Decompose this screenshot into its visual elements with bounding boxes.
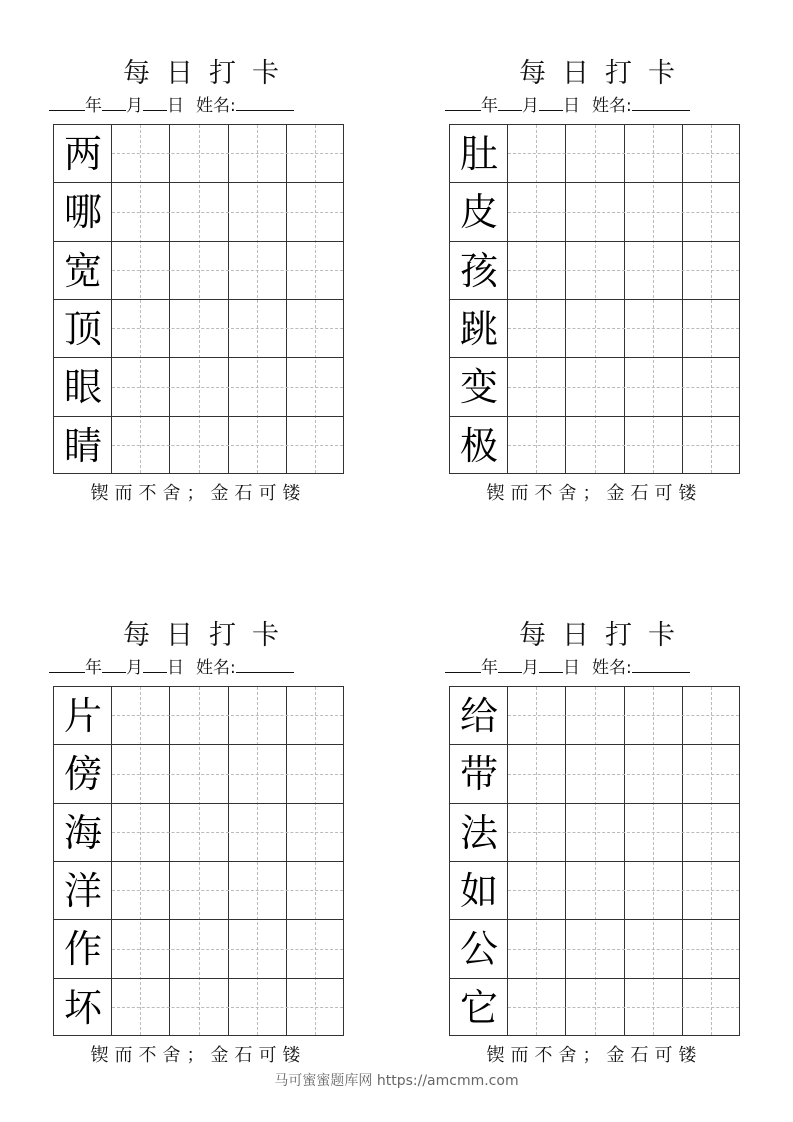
practice-cell[interactable] (287, 300, 345, 358)
practice-cell[interactable] (683, 183, 741, 241)
day-label: 日 (563, 96, 580, 116)
practice-cell[interactable] (287, 804, 345, 862)
practice-cell[interactable] (170, 979, 228, 1037)
practice-cell[interactable] (683, 300, 741, 358)
name-blank[interactable] (632, 656, 690, 673)
practice-cell[interactable] (229, 804, 287, 862)
card-title: 每日打卡 (519, 620, 691, 651)
practice-cell[interactable] (229, 125, 287, 183)
month-blank[interactable] (102, 94, 126, 111)
practice-cell[interactable] (508, 804, 566, 862)
model-character: 带 (459, 752, 498, 797)
practice-cell[interactable] (683, 417, 741, 475)
practice-cell[interactable] (170, 358, 228, 416)
motto: 锲而不舍；金石可镂 (90, 483, 307, 504)
practice-cell[interactable] (566, 125, 624, 183)
motto: 锲而不舍；金石可镂 (486, 1045, 703, 1066)
practice-cell[interactable] (170, 862, 228, 920)
practice-cell[interactable] (170, 920, 228, 978)
practice-cell[interactable] (287, 687, 345, 745)
model-character: 哪 (63, 190, 102, 235)
practice-cell[interactable] (508, 979, 566, 1037)
practice-cell[interactable] (508, 417, 566, 475)
month-blank[interactable] (498, 656, 522, 673)
month-blank[interactable] (498, 94, 522, 111)
practice-cell[interactable] (229, 417, 287, 475)
practice-cell[interactable] (287, 242, 345, 300)
practice-cell[interactable] (625, 300, 683, 358)
name-blank[interactable] (632, 94, 690, 111)
date-name-line (445, 656, 735, 679)
practice-cell[interactable] (112, 745, 170, 803)
name-blank[interactable] (236, 94, 294, 111)
model-character: 傍 (63, 752, 102, 797)
model-character: 极 (459, 423, 498, 468)
model-character: 公 (459, 927, 498, 972)
practice-cell[interactable] (229, 745, 287, 803)
model-character: 给 (459, 694, 498, 738)
practice-cell[interactable] (625, 183, 683, 241)
practice-cell[interactable] (229, 687, 287, 745)
day-blank[interactable] (539, 94, 563, 111)
practice-cell[interactable] (112, 920, 170, 978)
practice-cell[interactable] (566, 242, 624, 300)
practice-cell[interactable] (625, 687, 683, 745)
year-blank[interactable] (445, 94, 481, 111)
practice-cell[interactable] (229, 242, 287, 300)
month-label: 月 (522, 658, 539, 678)
card-title: 每日打卡 (123, 58, 295, 89)
model-character: 片 (63, 694, 102, 738)
day-label: 日 (563, 658, 580, 678)
practice-cell[interactable] (170, 687, 228, 745)
day-blank[interactable] (143, 656, 167, 673)
practice-cell[interactable] (566, 687, 624, 745)
practice-cell[interactable] (112, 125, 170, 183)
name-label: 姓名: (592, 96, 632, 116)
practice-cell[interactable] (566, 300, 624, 358)
practice-cell[interactable] (566, 358, 624, 416)
practice-cell[interactable] (625, 358, 683, 416)
day-blank[interactable] (143, 94, 167, 111)
practice-cell[interactable] (112, 358, 170, 416)
model-character: 坏 (63, 985, 102, 1030)
practice-cell[interactable] (508, 125, 566, 183)
model-character: 它 (459, 985, 498, 1030)
model-character: 法 (459, 810, 498, 855)
practice-cell[interactable] (566, 745, 624, 803)
practice-cell[interactable] (566, 804, 624, 862)
model-character: 睛 (63, 423, 102, 468)
name-label: 姓名: (592, 658, 632, 678)
model-character: 皮 (459, 190, 498, 235)
practice-cell[interactable] (229, 920, 287, 978)
name-label: 姓名: (196, 96, 236, 116)
practice-cell[interactable] (112, 300, 170, 358)
practice-cell[interactable] (287, 920, 345, 978)
model-character: 孩 (459, 248, 498, 293)
card-title: 每日打卡 (123, 620, 295, 651)
practice-cell[interactable] (508, 745, 566, 803)
model-character: 宽 (63, 248, 102, 293)
model-character: 跳 (459, 307, 498, 351)
practice-cell[interactable] (683, 745, 741, 803)
practice-cell[interactable] (170, 183, 228, 241)
practice-cell[interactable] (508, 358, 566, 416)
practice-cell[interactable] (566, 920, 624, 978)
practice-cell[interactable] (683, 687, 741, 745)
practice-cell[interactable] (112, 804, 170, 862)
practice-cell[interactable] (287, 183, 345, 241)
practice-cell[interactable] (170, 417, 228, 475)
month-blank[interactable] (102, 656, 126, 673)
year-label: 年 (481, 658, 498, 678)
practice-cell[interactable] (112, 417, 170, 475)
practice-cell[interactable] (170, 242, 228, 300)
date-name-line (49, 94, 339, 117)
model-character: 肚 (459, 132, 498, 176)
practice-cell[interactable] (625, 862, 683, 920)
practice-cell[interactable] (170, 125, 228, 183)
practice-cell[interactable] (683, 862, 741, 920)
practice-grid (53, 686, 344, 1036)
date-name-line (445, 94, 735, 117)
model-character: 两 (63, 132, 102, 176)
practice-cell[interactable] (508, 862, 566, 920)
day-label: 日 (167, 96, 184, 116)
year-label: 年 (481, 96, 498, 116)
practice-grid (53, 124, 344, 474)
practice-cell[interactable] (112, 687, 170, 745)
practice-cell[interactable] (625, 745, 683, 803)
model-character: 顶 (63, 307, 102, 351)
practice-cell[interactable] (170, 300, 228, 358)
practice-cell[interactable] (683, 920, 741, 978)
practice-cell[interactable] (287, 358, 345, 416)
model-character: 海 (63, 810, 102, 855)
practice-cell[interactable] (112, 242, 170, 300)
practice-cell[interactable] (287, 745, 345, 803)
practice-cell[interactable] (566, 417, 624, 475)
practice-cell[interactable] (625, 417, 683, 475)
date-name-line (49, 656, 339, 679)
practice-cell[interactable] (287, 862, 345, 920)
practice-cell[interactable] (625, 804, 683, 862)
model-character: 变 (459, 365, 498, 410)
practice-cell[interactable] (229, 979, 287, 1037)
practice-grid (449, 124, 740, 474)
name-blank[interactable] (236, 656, 294, 673)
model-character: 洋 (63, 869, 102, 913)
practice-cell[interactable] (112, 183, 170, 241)
practice-cell[interactable] (683, 358, 741, 416)
practice-cell[interactable] (287, 417, 345, 475)
year-blank[interactable] (445, 656, 481, 673)
practice-cell[interactable] (508, 183, 566, 241)
practice-cell[interactable] (170, 804, 228, 862)
card-title: 每日打卡 (519, 58, 691, 89)
day-label: 日 (167, 658, 184, 678)
model-character: 如 (459, 869, 498, 913)
model-character: 眼 (63, 365, 102, 410)
practice-cell[interactable] (566, 862, 624, 920)
motto: 锲而不舍；金石可镂 (486, 483, 703, 504)
practice-cell[interactable] (508, 920, 566, 978)
practice-cell[interactable] (683, 804, 741, 862)
motto: 锲而不舍；金石可镂 (90, 1045, 307, 1066)
model-character: 作 (63, 927, 102, 972)
practice-cell[interactable] (683, 242, 741, 300)
year-label: 年 (85, 658, 102, 678)
practice-cell[interactable] (566, 183, 624, 241)
practice-cell[interactable] (683, 125, 741, 183)
practice-cell[interactable] (625, 920, 683, 978)
practice-cell[interactable] (625, 979, 683, 1037)
practice-cell[interactable] (229, 358, 287, 416)
practice-cell[interactable] (566, 979, 624, 1037)
year-blank[interactable] (49, 94, 85, 111)
practice-cell[interactable] (287, 125, 345, 183)
year-blank[interactable] (49, 656, 85, 673)
practice-cell[interactable] (229, 862, 287, 920)
practice-cell[interactable] (229, 300, 287, 358)
practice-cell[interactable] (508, 242, 566, 300)
practice-cell[interactable] (112, 979, 170, 1037)
practice-grid (449, 686, 740, 1036)
practice-cell[interactable] (170, 745, 228, 803)
month-label: 月 (126, 658, 143, 678)
practice-cell[interactable] (229, 183, 287, 241)
practice-cell[interactable] (287, 979, 345, 1037)
page-footer: 马可蜜蜜题库网 https://amcmm.com (274, 1073, 519, 1089)
practice-cell[interactable] (112, 862, 170, 920)
practice-cell[interactable] (508, 300, 566, 358)
month-label: 月 (522, 96, 539, 116)
practice-cell[interactable] (508, 687, 566, 745)
name-label: 姓名: (196, 658, 236, 678)
practice-cell[interactable] (625, 242, 683, 300)
year-label: 年 (85, 96, 102, 116)
practice-cell[interactable] (683, 979, 741, 1037)
month-label: 月 (126, 96, 143, 116)
day-blank[interactable] (539, 656, 563, 673)
practice-cell[interactable] (625, 125, 683, 183)
